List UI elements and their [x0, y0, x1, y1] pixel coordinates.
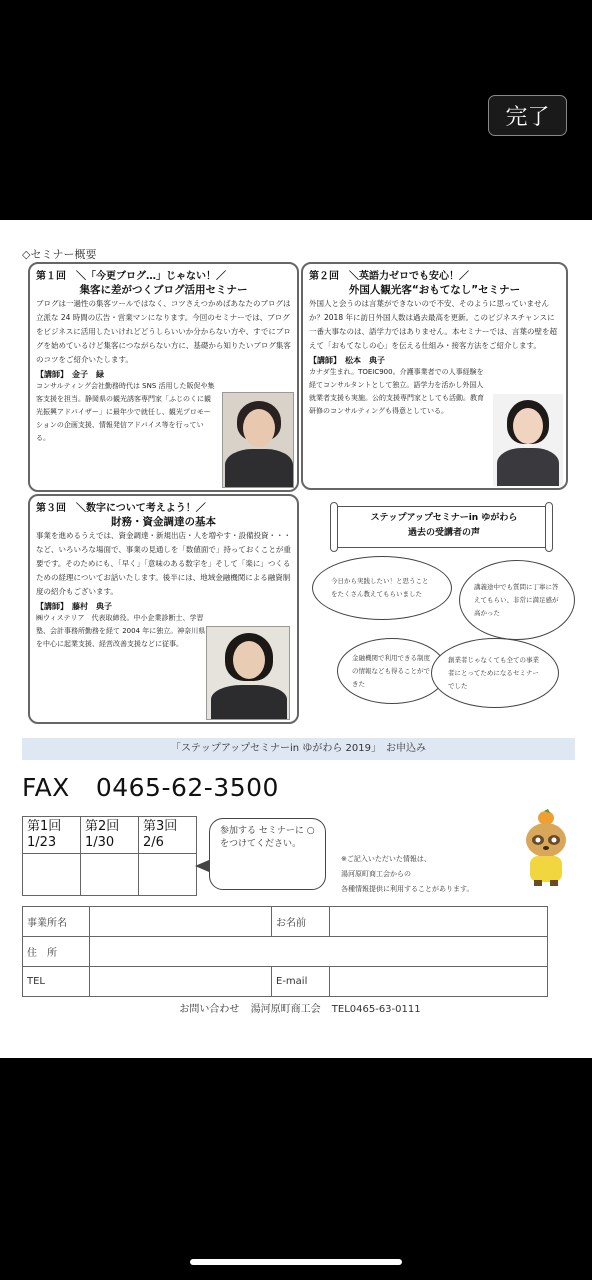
seminar-1-bio: コンサルティング会社勤務時代は SNS 活用した販促や集客支援を担当。静岡県の観光誘客専門家「ふじのくに観光振興アドバイザー」に最年少で就任し、観光プロモーションの企画支援、情報発信アドバイス等を行っている。 — [36, 382, 215, 442]
viewer-top-bar — [0, 0, 592, 220]
section-title: ◇セミナー概要 — [22, 248, 97, 261]
voice-bubble-4 — [431, 638, 559, 708]
contact-org: 湯河原町商工会 — [250, 1004, 321, 1015]
voice-text-1: 今日から実践したい！と思うことをたくさん教えてもらいました — [331, 577, 429, 598]
seminar-2-subtitle: 外国人観光客“おもてなし”セミナー — [348, 284, 521, 296]
session-1-check — [23, 854, 81, 896]
lecturer-1-photo — [222, 392, 294, 488]
apply-banner: 「ステップアップセミナーin ゆがわら 2019」 お申込み — [22, 738, 575, 760]
seminar-1-box — [28, 262, 299, 492]
email-field[interactable] — [330, 967, 548, 997]
voices-banner — [337, 506, 551, 548]
session-1-name: 第1回 — [27, 819, 62, 834]
voice-bubble-2 — [459, 560, 575, 640]
session-2-name: 第2回 — [85, 819, 120, 834]
speech-tail — [195, 860, 209, 872]
seminar-2-box — [301, 262, 568, 490]
instruction-speech-bubble: 参加する セミナーに ○をつけてください。 — [209, 818, 326, 890]
lecturer-3-photo — [206, 626, 290, 720]
seminar-1-body: ブログは一過性の集客ツールではなく、コツさえつかめばあなたのブログは立派な 24 時間の広告・営業マンになります。今回のセミナーでは、ブログをビジネスに活用したいけれどどうしらいいか分からない方や、すでにブログを始めているけど集客につながらない方に、基礎から知りたいブログ集客のコツをご紹介いたします。 — [36, 299, 291, 364]
session-1-cell — [23, 817, 81, 854]
session-3-date: 2/6 — [143, 835, 164, 850]
session-2-check — [81, 854, 139, 896]
seminar-1-lecturer: 【講師】 金子 緑 — [36, 370, 104, 379]
email-label: E-mail — [272, 967, 330, 997]
privacy-note — [341, 852, 473, 897]
note-line-3: 各種情報提供に利用することがあります。 — [341, 885, 474, 893]
voice-text-3: 金融機関で利用できる制度の情報なども得ることができた — [352, 653, 430, 688]
voice-bubble-1 — [312, 556, 452, 620]
flyer-document — [0, 220, 592, 1058]
session-2-date: 1/30 — [85, 835, 115, 850]
seminar-3-head: 第３回 ＼数字について考えよう！／ — [36, 503, 206, 514]
seminar-2-body: 外国人と会うのは言葉ができないので不安、そのように思っていませんか？2018 年に訪日外国人数は過去最高を更新。このビジネスチャンスに一番大事なのは、語学力ではありません。本セミナーでは、言葉の壁を超えて「おもてなしの心」を伝える仕組み・接客方法をご紹介します。 — [309, 299, 557, 350]
seminar-2-lecturer: 【講師】 松本 典子 — [309, 356, 385, 365]
seminar-3-lecturer: 【講師】 藤村 典子 — [36, 602, 112, 611]
session-3-name: 第3回 — [143, 819, 178, 834]
fax-label: FAX — [22, 773, 70, 802]
session-3-check — [139, 854, 197, 896]
tel-field[interactable] — [90, 967, 272, 997]
applicant-info-table — [22, 906, 548, 997]
address-label: 住 所 — [23, 937, 90, 967]
seminar-2-head: 第２回 ＼英語力ゼロでも安心！／ — [309, 271, 469, 282]
voices-banner-line2: 過去の受講者の声 — [407, 528, 480, 538]
done-button[interactable]: 完了 — [488, 95, 567, 136]
seminar-2-bio: カナダ生まれ。TOEIC900。介護事業者での人事経験を経てコンサルタントとして独立。語学力を活かし外国人就業者支援も実施。公的支援専門家としても活動。教育研修のコンサルティングも得意としている。 — [309, 368, 484, 415]
contact-line — [0, 1000, 592, 1015]
company-field[interactable] — [90, 907, 272, 937]
name-field[interactable] — [330, 907, 548, 937]
home-indicator[interactable] — [190, 1259, 402, 1265]
lecturer-2-photo — [493, 394, 563, 486]
seminar-3-bio: ㈱ウィステリア 代表取締役。中小企業診断士、学習塾、会計事務所勤務を経て 2004 年に独立。神奈川県を中心に起業支援、経営改善支援などに従事。 — [36, 614, 206, 648]
mascot-icon — [520, 808, 572, 888]
seminar-1-subtitle: 集客に差がつくブログ活用セミナー — [79, 284, 248, 296]
scroll-right-roll — [545, 502, 553, 552]
session-3-cell — [139, 817, 197, 854]
voice-text-2: 講義途中でも質問に丁寧に答えてもらい、非常に満足感が高かった — [474, 582, 559, 617]
session-1-date: 1/23 — [27, 835, 57, 850]
session-2-cell — [81, 817, 139, 854]
voice-text-4: 創業者じゃなくても全ての事業者にとってためになるセミナーでした — [448, 655, 539, 690]
seminar-1-head: 第１回 ＼「今更ブログ…」じゃない！／ — [36, 271, 226, 282]
company-label: 事業所名 — [23, 907, 90, 937]
contact-tel: TEL0465-63-0111 — [331, 1004, 421, 1015]
tel-label: TEL — [23, 967, 90, 997]
seminar-3-body: 事業を進めるうえでは、資金調達・新規出店・人を増やす・設備投資・・・など、いろいろな場面で、事業の見通しを「数値面で」持っておくことが重要です。そのためにも、「早く」「意味のある数字を」そして「楽に」つくるための経理についてお話いたします。後半には、地域金融機関による融資制度の紹介もございます。 — [36, 531, 291, 596]
voices-banner-line1: ステップアップセミナーin ゆがわら — [370, 513, 518, 523]
contact-label: お問い合わせ — [179, 1004, 240, 1015]
name-label: お名前 — [272, 907, 330, 937]
address-field[interactable] — [90, 937, 548, 967]
note-line-2: 湯河原町商工会からの — [341, 870, 411, 878]
session-select-table — [22, 816, 197, 896]
fax-line — [22, 773, 279, 802]
seminar-3-box — [28, 494, 299, 724]
seminar-3-subtitle: 財務・資金調達の基本 — [111, 516, 216, 528]
note-line-1: ※ご記入いただいた情報は、 — [341, 855, 431, 863]
fax-number: 0465-62-3500 — [95, 773, 279, 802]
